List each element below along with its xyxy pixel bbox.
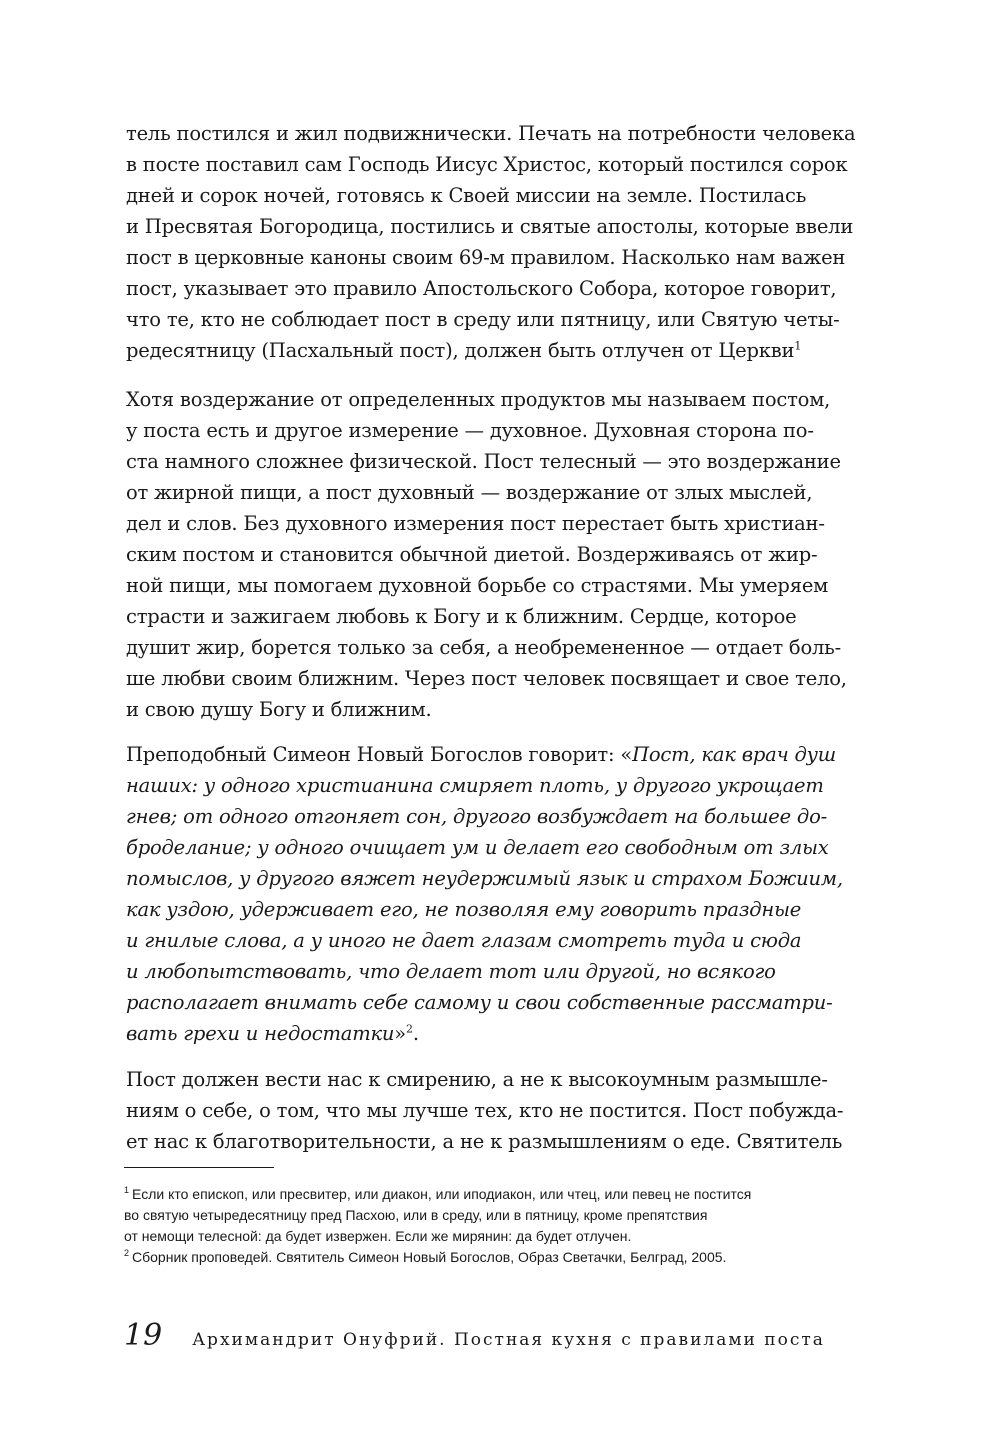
text-line xyxy=(126,335,896,366)
text-line: дел и слов. Без духовного измерения пост перестает быть христиан- xyxy=(126,512,825,535)
text-line: у поста есть и другое измерение — духовное. Духовная сторона по- xyxy=(126,419,814,442)
text-segment: редесятницу (Пасхальный пост), должен быть отлучен от Церкви xyxy=(126,339,795,362)
footnote-reference: 2 xyxy=(406,1022,413,1036)
text-line: ет нас к благотворительности, а не к размышлениям о еде. Святитель xyxy=(126,1130,843,1153)
quote-intro: Преподобный Симеон Новый Богослов говорит: « xyxy=(126,743,633,766)
text-line: ским постом и становится обычной диетой. Воздерживаясь от жир- xyxy=(126,543,818,566)
quote-text: Пост, как врач душ xyxy=(632,743,837,766)
sentence-end: . xyxy=(412,1022,419,1045)
footnote-text: Если кто епископ, или пресвитер, или диакон, или иподиакон, или чтец, или певец не постится xyxy=(132,1186,752,1202)
quote-line: и любопытствовать, что делает тот или другой, но всякого xyxy=(126,960,776,983)
quote-line: располагает внимать себе самому и свои собственные рассматри- xyxy=(126,991,833,1014)
page-number: 19 xyxy=(124,1318,163,1353)
text-line: ниям о себе, о том, что мы лучше тех, кто не постится. Пост побужда- xyxy=(126,1099,844,1122)
paragraph-4 xyxy=(126,1064,896,1157)
paragraph-1 xyxy=(126,118,896,366)
paragraph-2 xyxy=(126,384,896,725)
text-line: Пост должен вести нас к смирению, а не к высокоумным размышле- xyxy=(126,1068,828,1091)
text-line: страсти и зажигаем любовь к Богу и к ближним. Сердце, которое xyxy=(126,605,797,628)
footnote-1-line: во святую четыредесятницу пред Пасхою, или в среду, или в пятницу, кроме препятствия xyxy=(124,1207,708,1223)
text-line: душит жир, борется только за себя, а необремененное — отдает боль- xyxy=(126,636,841,659)
text-line: в посте поставил сам Господь Иисус Христос, который постился сорок xyxy=(126,153,848,176)
text-line: тель постился и жил подвижнически. Печать на потребности человека xyxy=(126,122,856,145)
quote-close: » xyxy=(394,1022,407,1045)
footnote-mark: 1 xyxy=(124,1185,130,1196)
quote-line: броделание; у одного очищает ум и делает его свободным от злых xyxy=(126,836,829,859)
paragraph-3-quote xyxy=(126,739,896,1049)
text-line: Хотя воздержание от определенных продуктов мы называем постом, xyxy=(126,388,831,411)
quote-line: гнев; от одного отгоняет сон, другого возбуждает на большее до- xyxy=(126,805,828,828)
text-line: и Пресвятая Богородица, постились и святые апостолы, которые ввели xyxy=(126,215,854,238)
footnote-2-line xyxy=(124,1247,904,1268)
text-line: и свою душу Богу и ближним. xyxy=(126,698,432,721)
footnote-1-line: от немощи телесной: да будет извержен. Если же мирянин: да будет отлучен. xyxy=(124,1228,632,1244)
text-line: ше любви своим ближним. Через пост человек посвящает и свое тело, xyxy=(126,667,847,690)
quote-line: как уздою, удерживает его, не позволяя ему говорить праздные xyxy=(126,898,802,921)
quote-line: помыслов, у другого вяжет неудержимый язык и страхом Божиим, xyxy=(126,867,843,890)
text-line: что те, кто не соблюдает пост в среду или пятницу, или Святую четы- xyxy=(126,308,840,331)
quote-text: вать грехи и недостатки xyxy=(126,1022,395,1045)
quote-line: и гнилые слова, а у иного не дает глазам смотреть туда и сюда xyxy=(126,929,802,952)
text-line: пост, указывает это правило Апостольского Собора, которое говорит, xyxy=(126,277,837,300)
page-footer xyxy=(124,1318,884,1358)
text-line: ной пищи, мы помогаем духовной борьбе со страстями. Мы умеряем xyxy=(126,574,829,597)
footnote-text: Сборник проповедей. Святитель Симеон Новый Богослов, Образ Светачки, Белград, 2005. xyxy=(132,1249,727,1265)
quote-line: наших: у одного христианина смиряет плоть, у другого укрощает xyxy=(126,774,824,797)
text-line xyxy=(126,1018,896,1049)
text-line: дней и сорок ночей, готовясь к Своей миссии на земле. Постилась xyxy=(126,184,807,207)
running-head: Архимандрит Онуфрий. Постная кухня с правилами поста xyxy=(192,1330,825,1350)
footnote-1-line xyxy=(124,1184,904,1205)
text-line: от жирной пищи, а пост духовный — воздержание от злых мыслей, xyxy=(126,481,813,504)
footnote-reference: 1 xyxy=(794,339,802,353)
text-line: ста намного сложнее физической. Пост телесный — это воздержание xyxy=(126,450,841,473)
footnote-divider xyxy=(124,1167,274,1168)
text-line: пост в церковные каноны своим 69-м правилом. Насколько нам важен xyxy=(126,246,846,269)
footnotes xyxy=(124,1184,904,1268)
footnote-mark: 2 xyxy=(124,1248,130,1259)
text-line xyxy=(126,739,896,770)
